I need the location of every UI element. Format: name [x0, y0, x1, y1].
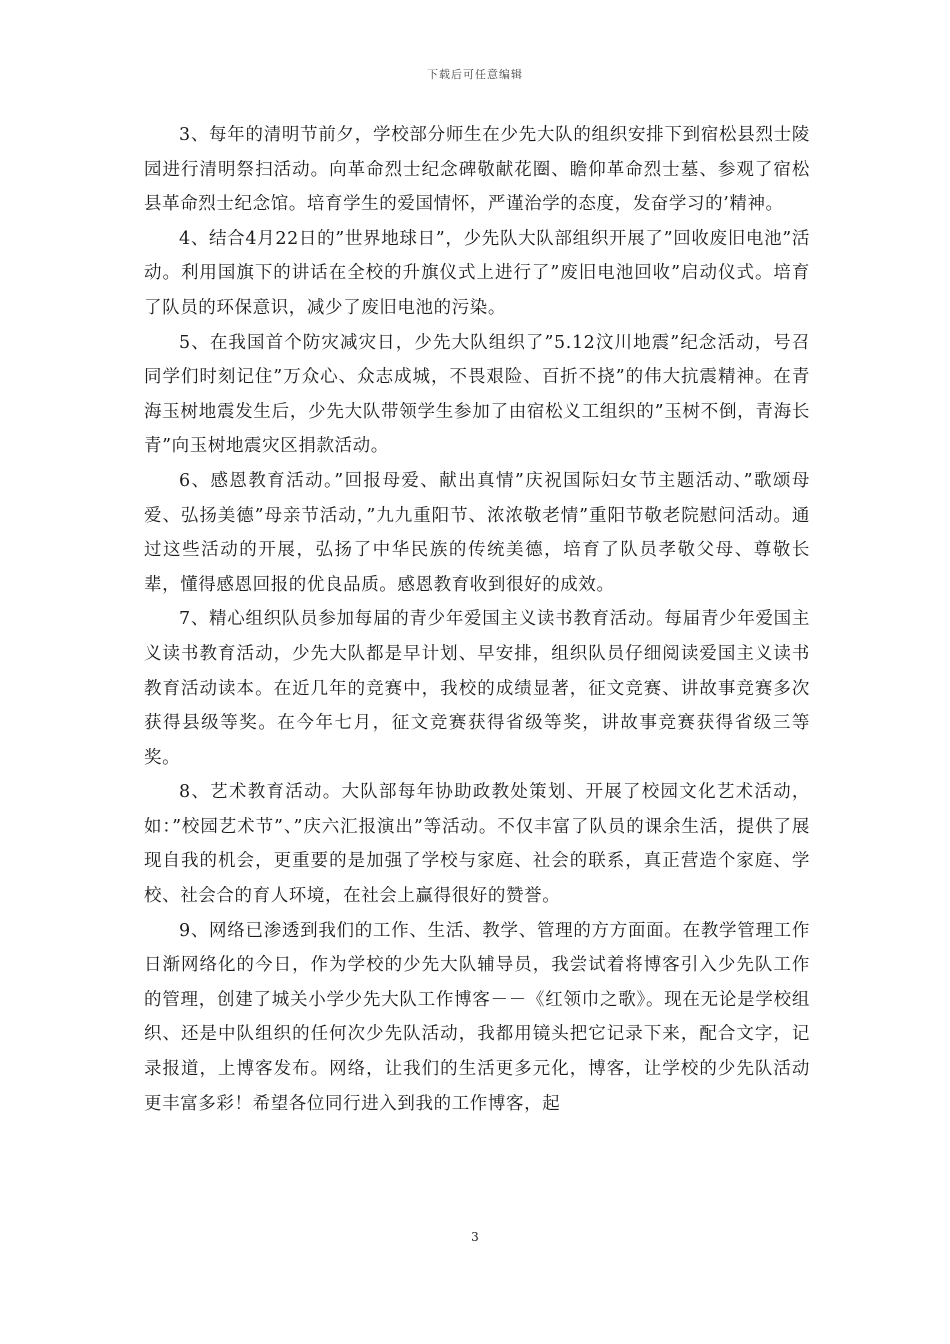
paragraph-6: 6、感恩教育活动。”回报母爱、献出真情”庆祝国际妇女节主题活动、”歌颂母爱、弘扬美德”母亲节活动，”九九重阳节、浓浓敬老情”重阳节敬老院慰问活动。通过这些活动的开展，弘扬了中华民族的传统美德，培育了队员孝敬父母、尊敬长辈，懂得感恩回报的优良品质。感恩教育收到很好的成效。 — [144, 470, 810, 595]
paragraph-4: 4、结合4月22日的”世界地球日”，少先队大队部组织开展了”回收废旧电池”活动。利用国旗下的讲话在全校的升旗仪式上进行了”废旧电池回收”启动仪式。培育了队员的环保意识，减少了废旧电池的污染。 — [144, 228, 810, 318]
paragraph-9: 9、网络已渗透到我们的工作、生活、教学、管理的方方面面。在教学管理工作日渐网络化的今日，作为学校的少先大队辅导员，我尝试着将博客引入少先队工作的管理，创建了城关小学少先大队工作博客－－《红领巾之歌》。现在无论是学校组织、还是中队组织的任何次少先队活动，我都用镜头把它记录下来，配合文字，记录报道，上博客发布。网络，让我们的生活更多元化，博客，让学校的少先队活动更丰富多彩！希望各位同行进入到我的工作博客，起 — [144, 920, 810, 1114]
document-body — [144, 118, 810, 1121]
page-header-note: 下载后可任意编辑 — [427, 68, 523, 81]
page-number: 3 — [471, 1230, 479, 1244]
paragraph-7: 7、精心组织队员参加每届的青少年爱国主义读书教育活动。每届青少年爱国主义读书教育活动，少先大队都是早计划、早安排，组织队员仔细阅读爱国主义读书教育活动读本。在近几年的竞赛中，我校的成绩显著，征文竞赛、讲故事竞赛多次获得县级等奖。在今年七月，征文竞赛获得省级等奖，讲故事竞赛获得省级三等奖。 — [144, 609, 810, 768]
paragraph-8: 8、艺术教育活动。大队部每年协助政教处策划、开展了校园文化艺术活动，如：”校园艺术节”、”庆六汇报演出”等活动。不仅丰富了队员的课余生活，提供了展现自我的机会，更重要的是加强了学校与家庭、社会的联系，真正营造个家庭、学校、社会合的育人环境，在社会上赢得很好的赞誉。 — [144, 782, 810, 907]
paragraph-3: 3、每年的清明节前夕，学校部分师生在少先大队的组织安排下到宿松县烈士陵园进行清明祭扫活动。向革命烈士纪念碑敬献花圈、瞻仰革命烈士墓、参观了宿松县革命烈士纪念馆。培育学生的爱国情怀，严谨治学的态度，发奋学习的’精神。 — [144, 125, 810, 215]
paragraph-5: 5、在我国首个防灾减灾日，少先大队组织了”5.12汶川地震”纪念活动，号召同学们时刻记住”万众心、众志成城，不畏艰险、百折不挠”的伟大抗震精神。在青海玉树地震发生后，少先大队带领学生参加了由宿松义工组织的”玉树不倒，青海长青”向玉树地震灾区捐款活动。 — [144, 332, 810, 457]
